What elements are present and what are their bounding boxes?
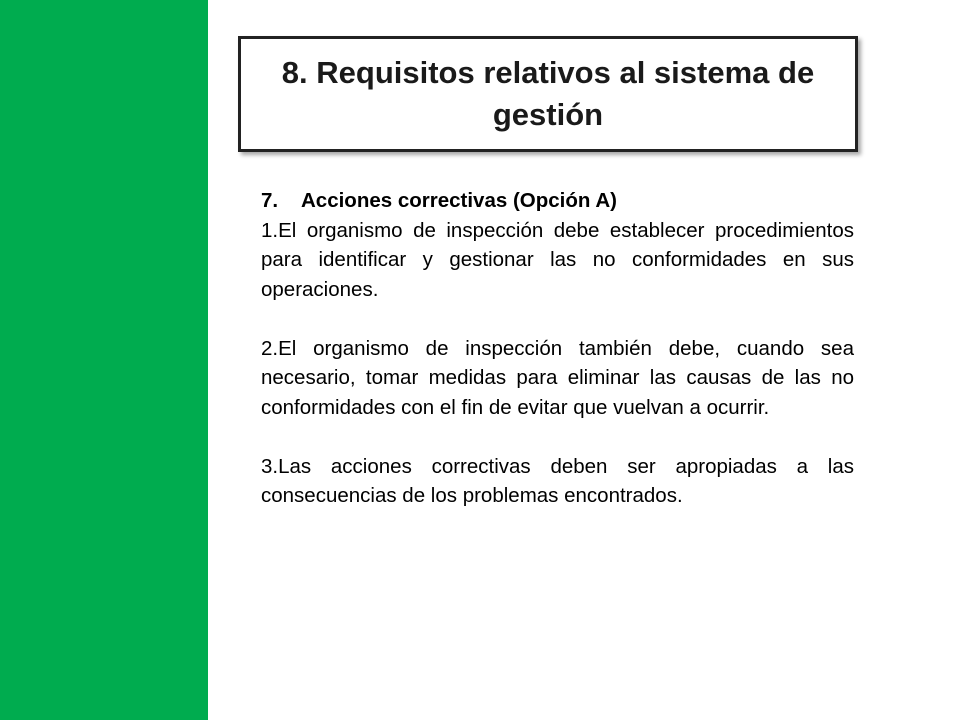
spacer	[261, 422, 854, 452]
slide-title: 8. Requisitos relativos al sistema de gestión	[281, 55, 815, 132]
paragraph-1: 1.El organismo de inspección debe establecer procedimientos para identificar y gestionar las no conformidades en sus operaciones.	[261, 218, 854, 301]
content-body	[261, 186, 854, 511]
section-number: 7.	[261, 189, 279, 212]
paragraph-2: 2.El organismo de inspección también debe, cuando sea necesario, tomar medidas para eliminar las causas de las no conformidades con el fin de evitar que vuelvan a ocurrir.	[261, 336, 854, 419]
title-box	[238, 36, 858, 152]
spacer	[261, 304, 854, 334]
paragraph-3: 3.Las acciones correctivas deben ser apropiadas a las consecuencias de los problemas encontrados.	[261, 454, 854, 507]
section-heading-text: Acciones correctivas (Opción A)	[301, 189, 617, 212]
section-heading	[261, 186, 854, 216]
green-sidebar-bar	[0, 0, 208, 720]
